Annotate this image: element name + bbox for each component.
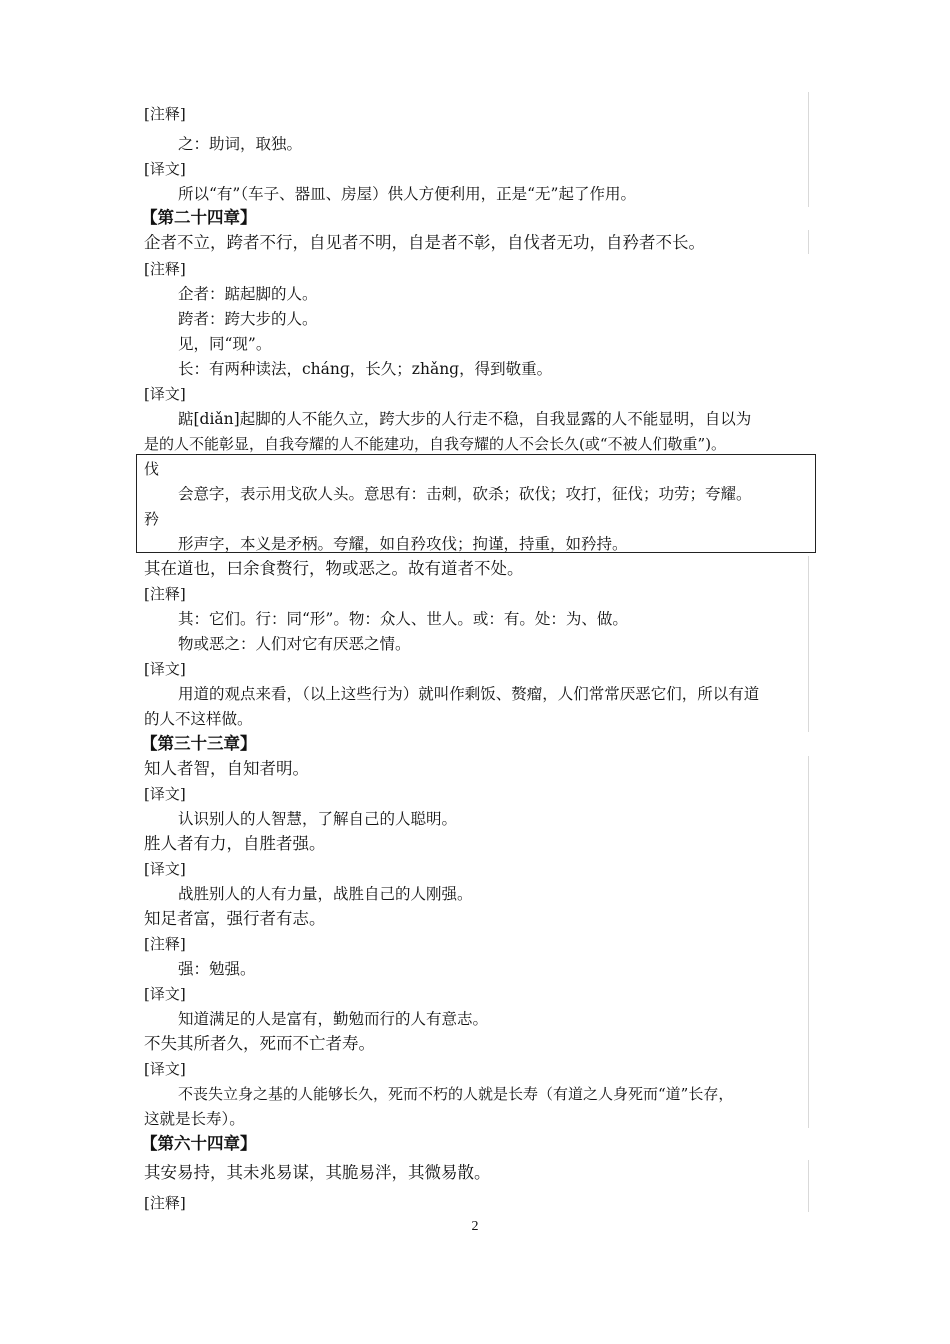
annotation-label: [注释] (144, 1194, 186, 1212)
margin-rule (808, 92, 809, 207)
original-text: 其在道也，曰余食赘行，物或恶之。故有道者不处。 (144, 559, 524, 578)
translation-text: 是的人不能彰显，自我夸耀的人不能建功，自我夸耀的人不会长久(或“不被人们敬重”)。 (144, 435, 727, 453)
translation-text: 知道满足的人是富有，勤勉而行的人有意志。 (178, 1010, 489, 1028)
annotation-label: [注释] (144, 105, 186, 123)
original-text: 胜人者有力，自胜者强。 (144, 834, 326, 853)
character-head: 矜 (144, 510, 160, 528)
translation-text: 认识别人的人智慧，了解自己的人聪明。 (178, 810, 458, 828)
translation-text: 这就是长寿）。 (144, 1110, 245, 1128)
translation-label: [译文] (144, 1060, 186, 1078)
annotation-text: 跨者：跨大步的人。 (178, 310, 318, 328)
margin-rule (808, 230, 809, 254)
chapter-heading: 【第二十四章】 (141, 208, 257, 227)
translation-label: [译文] (144, 785, 186, 803)
character-explanation: 会意字，表示用戈砍人头。意思有：击刺，砍杀；砍伐；攻打，征伐；功劳；夸耀。 (178, 485, 752, 503)
annotation-text: 之：助词，取独。 (178, 135, 303, 153)
translation-text: 的人不这样做。 (144, 710, 253, 728)
original-text: 知人者智，自知者明。 (144, 759, 309, 778)
annotation-label: [注释] (144, 585, 186, 603)
original-text: 知足者富，强行者有志。 (144, 909, 326, 928)
translation-text: 所以“有”（车子、器皿、房屋）供人方便利用，正是“无”起了作用。 (178, 185, 636, 203)
chapter-heading: 【第六十四章】 (141, 1134, 257, 1153)
annotation-text: 长：有两种读法，chánɡ，长久；zhǎnɡ，得到敬重。 (178, 360, 553, 378)
translation-label: [译文] (144, 985, 186, 1003)
translation-label: [译文] (144, 660, 186, 678)
character-explanation: 形声字，本义是矛柄。夸耀，如自矜攻伐；拘谨，持重，如矜持。 (178, 535, 628, 553)
translation-text: 踮[diǎn]起脚的人不能久立，跨大步的人行走不稳，自我显露的人不能显明，自以为 (178, 410, 752, 428)
original-text: 其安易持，其未兆易谋，其脆易泮，其微易散。 (144, 1163, 491, 1182)
annotation-text: 物或恶之：人们对它有厌恶之情。 (178, 635, 411, 653)
chapter-heading: 【第三十三章】 (141, 734, 257, 753)
margin-rule (808, 556, 809, 732)
original-text: 企者不立，跨者不行，自见者不明，自是者不彰，自伐者无功，自矜者不长。 (144, 233, 705, 252)
annotation-label: [注释] (144, 260, 186, 278)
annotation-text: 其：它们。行：同“形”。物：众人、世人。或：有。处：为、做。 (178, 610, 628, 628)
margin-rule (808, 756, 809, 1128)
margin-rule (808, 1160, 809, 1212)
translation-text: 战胜别人的人有力量，战胜自己的人刚强。 (178, 885, 473, 903)
translation-label: [译文] (144, 860, 186, 878)
translation-text: 不丧失立身之基的人能够长久，死而不朽的人就是长寿（有道之人身死而“道”长存， (178, 1085, 734, 1103)
annotation-text: 企者：踮起脚的人。 (178, 285, 318, 303)
translation-label: [译文] (144, 385, 186, 403)
annotation-text: 强：勉强。 (178, 960, 256, 978)
page-number: 2 (471, 1219, 479, 1234)
original-text: 不失其所者久，死而不亡者寿。 (144, 1034, 375, 1053)
character-head: 伐 (144, 460, 160, 478)
annotation-text: 见，同“现”。 (178, 335, 272, 353)
translation-label: [译文] (144, 160, 186, 178)
annotation-label: [注释] (144, 935, 186, 953)
translation-text: 用道的观点来看，（以上这些行为）就叫作剩饭、赘瘤，人们常常厌恶它们，所以有道 (178, 685, 760, 703)
